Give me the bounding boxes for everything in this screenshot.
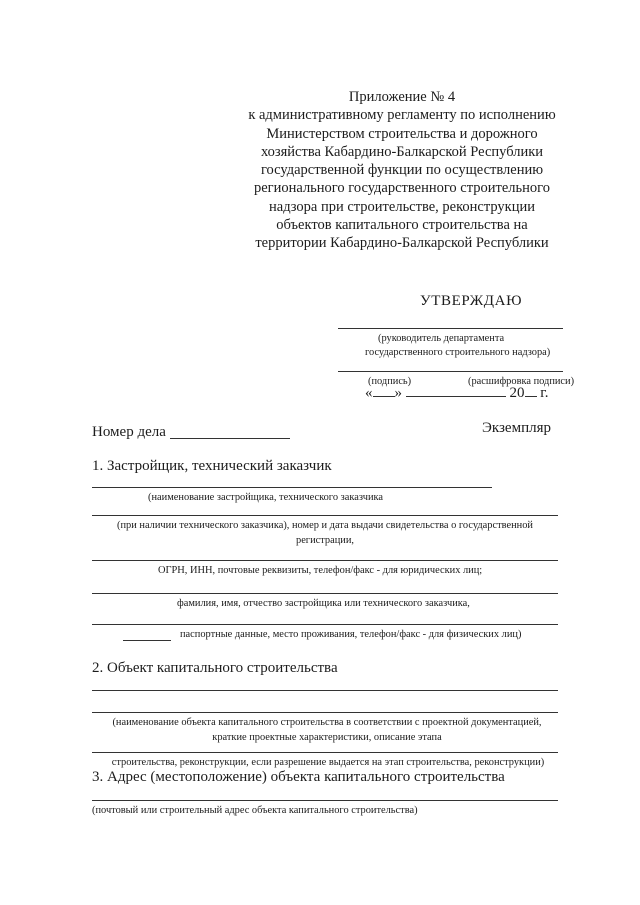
section2-line bbox=[92, 690, 558, 691]
section2-title: 2. Объект капитального строительства bbox=[92, 660, 338, 676]
header-line: к административному регламенту по исполнению bbox=[248, 107, 556, 124]
date-day-blank bbox=[373, 384, 395, 397]
signature-caption: (подпись) bbox=[368, 376, 412, 387]
section3-caption: (почтовый или строительный адрес объекта капитального строительства) bbox=[92, 805, 418, 816]
section1-caption: ОГРН, ИНН, почтовые реквизиты, телефон/факс - для юридических лиц; bbox=[158, 565, 483, 576]
section2-caption-line: (наименование объекта капитального строительства в соответствии с проектной документацией, bbox=[112, 717, 542, 728]
case-number-label: Номер дела bbox=[92, 424, 166, 440]
date-year-suffix: г. bbox=[540, 385, 549, 401]
signature-line bbox=[338, 371, 563, 372]
section2-caption-line: краткие проектные характеристики, описание этапа bbox=[212, 732, 442, 743]
head-caption-1: (руководитель департамента bbox=[378, 333, 505, 344]
decode-caption: (расшифровка подписи) bbox=[468, 376, 575, 387]
section1-line bbox=[92, 560, 558, 561]
section1-caption: паспортные данные, место проживания, телефон/факс - для физических лиц) bbox=[180, 629, 522, 640]
section2-line bbox=[92, 712, 558, 713]
date-year-blank bbox=[525, 384, 537, 397]
date-quote-close: » bbox=[394, 385, 402, 401]
section1-title: 1. Застройщик, технический заказчик bbox=[92, 458, 332, 474]
section3-line bbox=[92, 800, 558, 801]
section1-short-line bbox=[123, 640, 171, 641]
section1-caption-line: (при наличии технического заказчика), номер и дата выдачи свидетельства о государственной bbox=[117, 520, 533, 531]
appendix-header bbox=[222, 88, 582, 253]
date-quote-open: « bbox=[365, 385, 373, 401]
section2-line bbox=[92, 752, 558, 753]
header-line: государственной функции по осуществлению bbox=[260, 162, 544, 179]
date-year: 20 bbox=[509, 385, 525, 401]
section1-caption: (наименование застройщика, технического заказчика bbox=[148, 492, 384, 503]
section1-line bbox=[92, 515, 558, 516]
section2-caption bbox=[92, 715, 562, 745]
header-line: хозяйства Кабардино-Балкарской Республики bbox=[260, 143, 544, 160]
section1-caption: фамилия, имя, отчество застройщика или технического заказчика, bbox=[177, 598, 470, 609]
header-line: надзора при строительстве, реконструкции bbox=[269, 198, 535, 215]
section1-line bbox=[92, 593, 558, 594]
head-caption-2: государственного строительного надзора) bbox=[365, 347, 551, 358]
approval-title: УТВЕРЖДАЮ bbox=[420, 293, 523, 309]
section1-caption-line: регистрации, bbox=[296, 535, 354, 546]
date-month-blank bbox=[406, 384, 506, 397]
head-name-line bbox=[338, 328, 563, 329]
copy-label: Экземпляр bbox=[482, 420, 551, 436]
case-number-line bbox=[170, 438, 290, 439]
section1-line bbox=[92, 624, 558, 625]
header-line: Министерством строительства и дорожного bbox=[266, 125, 538, 142]
section2-caption: строительства, реконструкции, если разрешение выдается на этап строительства, реконструкции) bbox=[111, 757, 545, 768]
header-line: регионального государственного строительного bbox=[253, 180, 550, 197]
header-line: объектов капитального строительства на bbox=[276, 217, 528, 234]
header-line: территории Кабардино-Балкарской Республики bbox=[255, 235, 549, 252]
approval-date bbox=[365, 384, 548, 402]
header-line: Приложение № 4 bbox=[348, 89, 456, 105]
section3-title: 3. Адрес (местоположение) объекта капитального строительства bbox=[92, 769, 505, 785]
section1-caption bbox=[92, 518, 558, 548]
section1-line bbox=[92, 487, 492, 488]
